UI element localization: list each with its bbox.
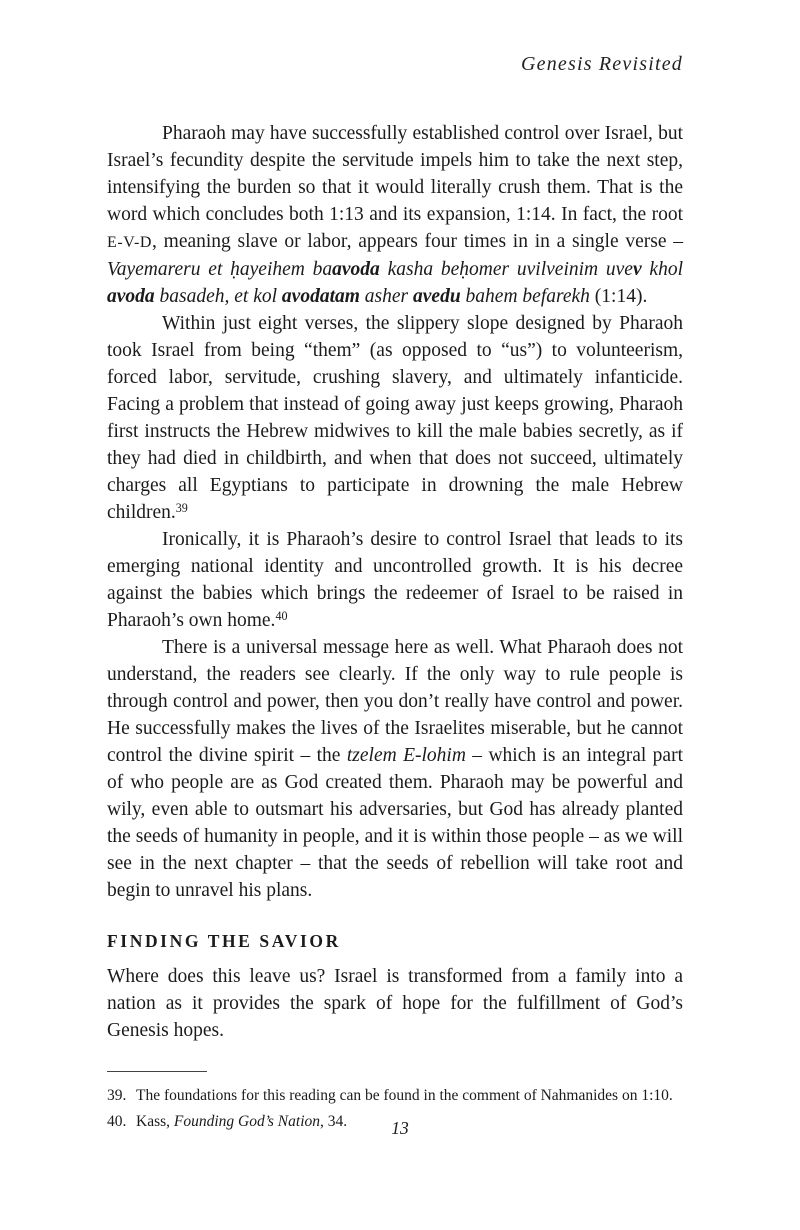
paragraph xyxy=(107,526,683,634)
text-segment: , meaning slave or labor, appears four times in in a single verse – xyxy=(152,231,683,252)
paragraph xyxy=(107,120,683,310)
text-segment: avodatam xyxy=(281,286,360,307)
closing-paragraph-container xyxy=(107,963,683,1044)
footnote-number: 40. xyxy=(107,1113,127,1130)
section-heading: FINDING THE SAVIOR xyxy=(107,931,341,951)
paragraph xyxy=(107,963,683,1044)
text-segment: There is a universal message here as well. What Pharaoh does not understand, the readers see clearly. If the only way to rule people is through control and power, then you don’t really have control and power. He successfully makes the lives of the Israelites miserable, but he cannot control the divine spirit – the xyxy=(107,637,683,766)
text-segment: Founding God’s Nation xyxy=(173,1113,321,1130)
text-segment: – which is an integral part of who people are as God created them. Pharaoh may be powerful and wily, even able to outsmart his adversaries, but God has already planted the seeds of humanity in people, and it is within those people – as we will see in the next chapter – that the seeds of rebellion will take root and begin to unravel his plans. xyxy=(107,745,683,901)
text-segment: Ironically, it is Pharaoh’s desire to control Israel that leads to its emerging national identity and uncontrolled growth. It is his decree against the babies which brings the redeemer of Israel to be raised in Pharaoh’s own home. xyxy=(107,529,683,631)
text-segment: khol xyxy=(641,259,683,280)
text-segment: avoda xyxy=(332,259,380,280)
text-segment: E-V-D xyxy=(107,234,153,251)
text-segment: avoda xyxy=(107,286,155,307)
text-segment: Pharaoh may have successfully established control over Israel, but Israel’s fecundity despite the servitude impels him to take the next step, intensifying the burden so that it would literally crush them. That is the word which concludes both 1:13 and its expansion, 1:14. In fact, the root xyxy=(107,123,683,225)
footnote-reference: 39 xyxy=(175,501,188,516)
text-segment: v xyxy=(632,259,642,280)
text-segment: kasha beḥomer uvilveinim uve xyxy=(379,259,633,280)
paragraph xyxy=(107,634,683,904)
running-header: Genesis Revisited xyxy=(520,53,683,75)
text-segment: asher xyxy=(359,286,414,307)
footnote-reference: 40 xyxy=(275,609,288,624)
body-text xyxy=(107,120,683,1044)
text-segment: basadeh, et kol xyxy=(154,286,282,307)
footnote-separator xyxy=(107,1071,207,1072)
text-segment: bahem befarekh xyxy=(460,286,595,307)
text-segment: tzelem E-lohim xyxy=(346,745,466,766)
text-segment: , 34. xyxy=(320,1113,348,1130)
page-number: 13 xyxy=(391,1118,409,1138)
footnote xyxy=(107,1083,683,1109)
footnote-number: 39. xyxy=(107,1087,127,1104)
text-segment: Where does this leave us? Israel is transformed from a family into a nation as it provides the spark of hope for the fulfillment of God’s Genesis hopes. xyxy=(107,966,683,1041)
footnote-text xyxy=(136,1083,683,1109)
text-segment: Vayemareru et ḥayeihem ba xyxy=(107,259,333,280)
page-footer xyxy=(0,1118,800,1139)
text-segment: Within just eight verses, the slippery slope designed by Pharaoh took Israel from being “them” (as opposed to “us”) to volunteerism, forced labor, servitude, crushing slavery, and ultimately infanticide. Facing a problem that instead of going away just keeps growing, Pharaoh first instructs the Hebrew midwives to kill the male babies secretly, as if they had died in childbirth, and when that does not succeed, ultimately charges all Egyptians to participate in drowning the male Hebrew children. xyxy=(107,313,683,523)
text-segment: avedu xyxy=(413,286,461,307)
text-segment: (1:14). xyxy=(594,286,648,307)
text-segment: Kass, xyxy=(136,1113,174,1130)
paragraph xyxy=(107,310,683,526)
text-segment: The foundations for this reading can be found in the comment of Nahmanides on 1:10. xyxy=(136,1087,673,1104)
main-paragraphs xyxy=(107,120,683,904)
